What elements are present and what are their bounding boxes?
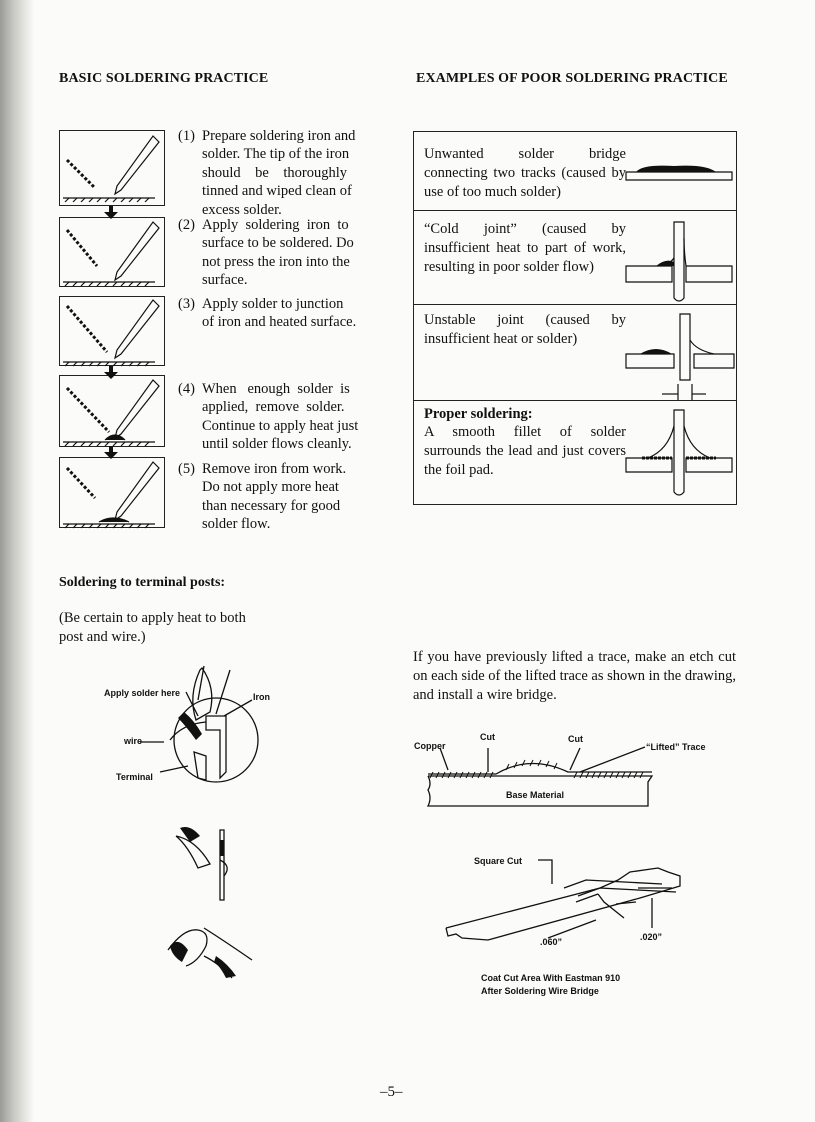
unstable-joint-row bbox=[414, 304, 736, 401]
dimension-020-label: .020” bbox=[640, 932, 663, 942]
step-3-text: (3) Apply solder to junction of iron and heated surface. bbox=[178, 296, 357, 331]
cut-label-2: Cut bbox=[568, 734, 583, 744]
square-cut-drawing bbox=[440, 858, 690, 948]
lifted-trace-text: If you have previously lifted a trace, make an etch cut on each side of the lifted trace as shown in the drawing, and install a wire bridge. bbox=[413, 649, 736, 703]
coat-cut-caption bbox=[481, 972, 620, 998]
unstable-joint-drawing bbox=[622, 310, 734, 400]
solder-bridge-row bbox=[414, 132, 736, 211]
solder-bridge-drawing bbox=[622, 160, 734, 182]
proper-soldering-row bbox=[414, 400, 736, 504]
solder-bridge-text: Unwanted solder bridge connecting two tracks (caused by use of too much solder) bbox=[424, 146, 626, 200]
dimension-060-label: .060” bbox=[540, 937, 563, 947]
lifted-trace-label: “Lifted” Trace bbox=[646, 742, 706, 752]
cut-label-1: Cut bbox=[480, 732, 495, 742]
terminal-posts-heading: Soldering to terminal posts: bbox=[59, 575, 226, 590]
apply-solder-label: Apply solder here bbox=[104, 688, 181, 698]
wire-label: wire bbox=[124, 736, 143, 746]
terminal-posts-note: (Be certain to apply heat to both post and wire.) bbox=[59, 610, 246, 645]
step-5-text: (5) Remove iron from work. Do not apply more heat than necessary for good solder flow. bbox=[178, 461, 347, 533]
cold-joint-text: “Cold joint” (caused by insufficient heat to part of work, resulting in poor solder flow) bbox=[424, 221, 626, 275]
proper-soldering-drawing bbox=[622, 406, 734, 498]
page-spine-shadow bbox=[0, 0, 34, 1122]
cold-joint-drawing bbox=[622, 218, 734, 304]
iron-label: Iron bbox=[253, 692, 270, 702]
down-arrow-icons bbox=[104, 206, 118, 459]
step-2-text: (2) Apply soldering iron to surface to be soldered. Do not press the iron into the surface. bbox=[178, 217, 354, 289]
soldering-steps-drawing bbox=[59, 130, 165, 530]
cold-joint-row bbox=[414, 210, 736, 305]
unstable-joint-text: Unstable joint (caused by insufficient heat or solder) bbox=[424, 312, 626, 347]
copper-label: Copper bbox=[414, 741, 446, 751]
lifted-trace-drawing bbox=[420, 748, 660, 812]
caption-line-1: Coat Cut Area With Eastman 910 bbox=[481, 973, 621, 983]
step-1-text: (1) Prepare soldering iron and solder. The tip of the iron should be thoroughly tinned and wiped clean of excess solder. bbox=[178, 128, 356, 218]
poor-soldering-table bbox=[413, 131, 737, 505]
proper-soldering-text: A smooth fillet of solder surrounds the lead and just covers the foil pad. bbox=[424, 424, 626, 478]
terminal-post-drawings bbox=[140, 660, 280, 990]
terminal-label: Terminal bbox=[116, 772, 153, 782]
page-number: –5– bbox=[380, 1084, 403, 1100]
step-4-text: (4) When enough solder is applied, remove solder. Continue to apply heat just until solder flows cleanly. bbox=[178, 381, 359, 453]
caption-line-2: After Soldering Wire Bridge bbox=[481, 986, 599, 996]
proper-soldering-title: Proper soldering: bbox=[424, 406, 533, 422]
basic-soldering-heading: BASIC SOLDERING PRACTICE bbox=[59, 71, 269, 86]
poor-soldering-heading: EXAMPLES OF POOR SOLDERING PRACTICE bbox=[416, 71, 728, 86]
base-material-label: Base Material bbox=[506, 790, 565, 800]
square-cut-label: Square Cut bbox=[474, 856, 523, 866]
